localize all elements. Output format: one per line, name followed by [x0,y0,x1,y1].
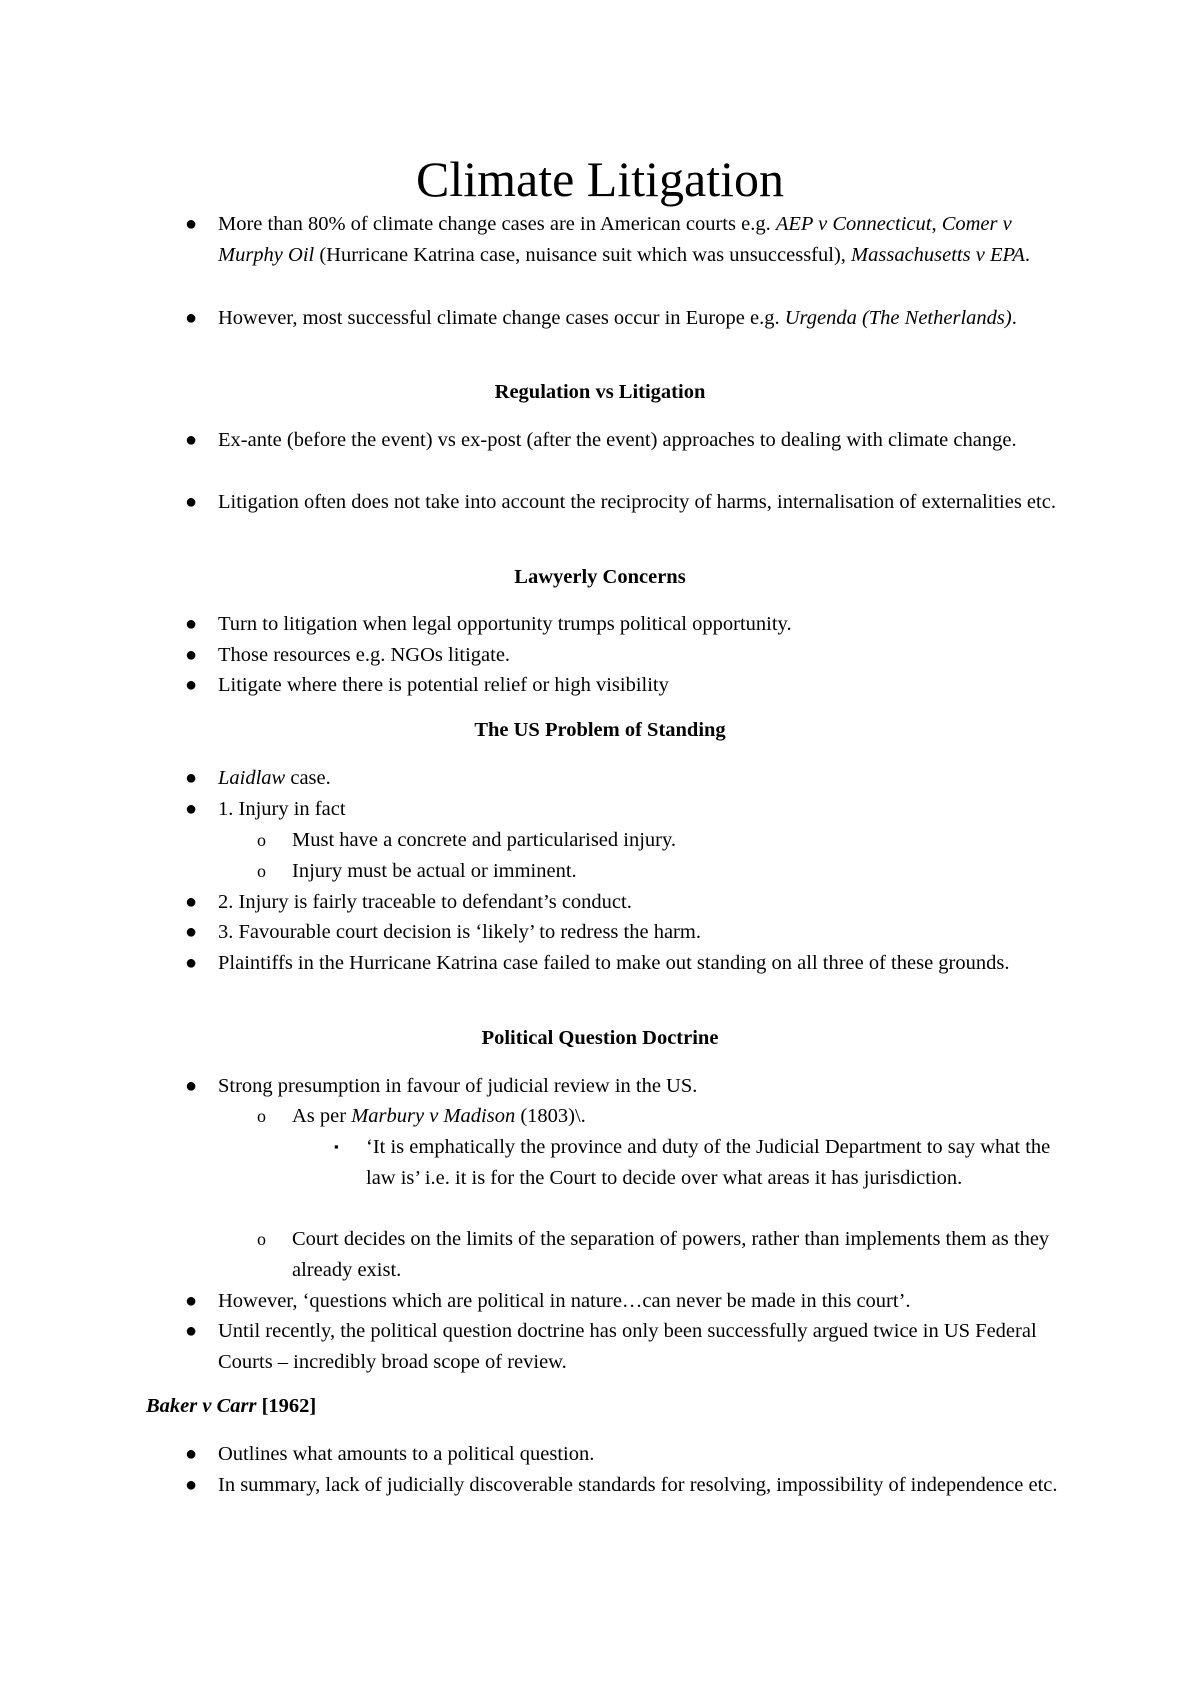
section-heading-regulation: Regulation vs Litigation [494,381,706,403]
bullet-icon: ● [185,891,198,913]
bullet-icon: ● [185,644,198,666]
list-item: ● Laidlaw case. [218,763,1058,794]
case-name: Massachusetts v EPA [851,243,1025,266]
list-item: ● Litigation often does not take into account the reciprocity of harms, internalisation of externalities etc. [218,487,1058,518]
list-item: ● Litigate where there is potential relief or high visibility [218,670,1058,701]
circle-bullet-icon: o [257,830,266,850]
list-item: ● Until recently, the political question doctrine has only been successfully argued twice in US Federal Courts – incredibly broad scope of review. [218,1316,1058,1377]
case-name: Marbury v Madison [351,1105,516,1127]
sub-list-item: o Must have a concrete and particularised injury. [292,825,1062,856]
section-heading-lawyerly: Lawyerly Concerns [514,566,686,588]
sub-list-item: o Court decides on the limits of the separation of powers, rather than implements them as they already exist. [292,1224,1062,1285]
list-item: ● Ex-ante (before the event) vs ex-post (after the event) approaches to dealing with climate change. [218,425,1058,456]
list-item: ● Those resources e.g. NGOs litigate. [218,640,1058,671]
case-name: Comer v Murphy Oil [218,213,1012,266]
bullet-icon: ● [185,1320,198,1342]
list-item: ● However, most successful climate change cases occur in Europe e.g. Urgenda (The Netherlands). [218,303,1058,334]
circle-bullet-icon: o [257,1106,266,1126]
case-name: Urgenda (The Netherlands) [784,307,1012,329]
bullet-icon: ● [185,1075,198,1097]
list-item: ● More than 80% of climate change cases are in American courts e.g. AEP v Connecticut, Comer v Murphy Oil (Hurricane Katrina case, nuisance suit which was unsuccessful), Massachusetts v EPA. [218,209,1058,270]
list-item: ● However, ‘questions which are political in nature…can never be made in this court’. [218,1286,1058,1317]
circle-bullet-icon: o [257,861,266,881]
circle-bullet-icon: o [257,1229,266,1249]
bullet-icon: ● [185,429,198,451]
bullet-icon: ● [185,307,198,329]
list-item: ● In summary, lack of judicially discoverable standards for resolving, impossibility of independence etc. [218,1470,1058,1501]
bullet-icon: ● [185,613,198,635]
list-item: ● 2. Injury is fairly traceable to defendant’s conduct. [218,887,1058,918]
section-heading-political: Political Question Doctrine [481,1027,719,1049]
bullet-icon: ● [185,491,198,513]
list-item: ● 3. Favourable court decision is ‘likely’ to redress the harm. [218,917,1058,948]
bullet-icon: ● [185,1443,198,1465]
case-heading-baker-v-carr: Baker v Carr [1962] [146,1395,317,1417]
section-heading-standing: The US Problem of Standing [474,719,726,741]
bullet-icon: ● [185,921,198,943]
list-item: ● Plaintiffs in the Hurricane Katrina case failed to make out standing on all three of these grounds. [218,948,1058,979]
case-name: AEP v Connecticut [775,213,932,235]
bullet-icon: ● [185,952,198,974]
bullet-icon: ● [185,798,198,820]
sub-list-item: o Injury must be actual or imminent. [292,856,1062,887]
bullet-icon: ● [185,1290,198,1312]
document-title: Climate Litigation [416,151,784,207]
list-item: ● Turn to litigation when legal opportunity trumps political opportunity. [218,609,1058,640]
square-bullet-icon: ▪ [334,1139,339,1154]
bullet-icon: ● [185,1474,198,1496]
bullet-icon: ● [185,674,198,696]
bullet-icon: ● [185,767,198,789]
sub-sub-list-item: ▪ ‘It is emphatically the province and duty of the Judicial Department to say what the law is’ i.e. it is for the Court to decide over what areas it has jurisdiction. [366,1132,1066,1193]
list-item: ● 1. Injury in fact [218,794,1058,825]
bullet-icon: ● [185,213,198,235]
sub-list-item: o As per Marbury v Madison (1803)\. [292,1101,1062,1132]
case-name: Laidlaw [218,767,286,789]
list-item: ● Outlines what amounts to a political question. [218,1439,1058,1470]
list-item: ● Strong presumption in favour of judicial review in the US. [218,1071,1058,1102]
